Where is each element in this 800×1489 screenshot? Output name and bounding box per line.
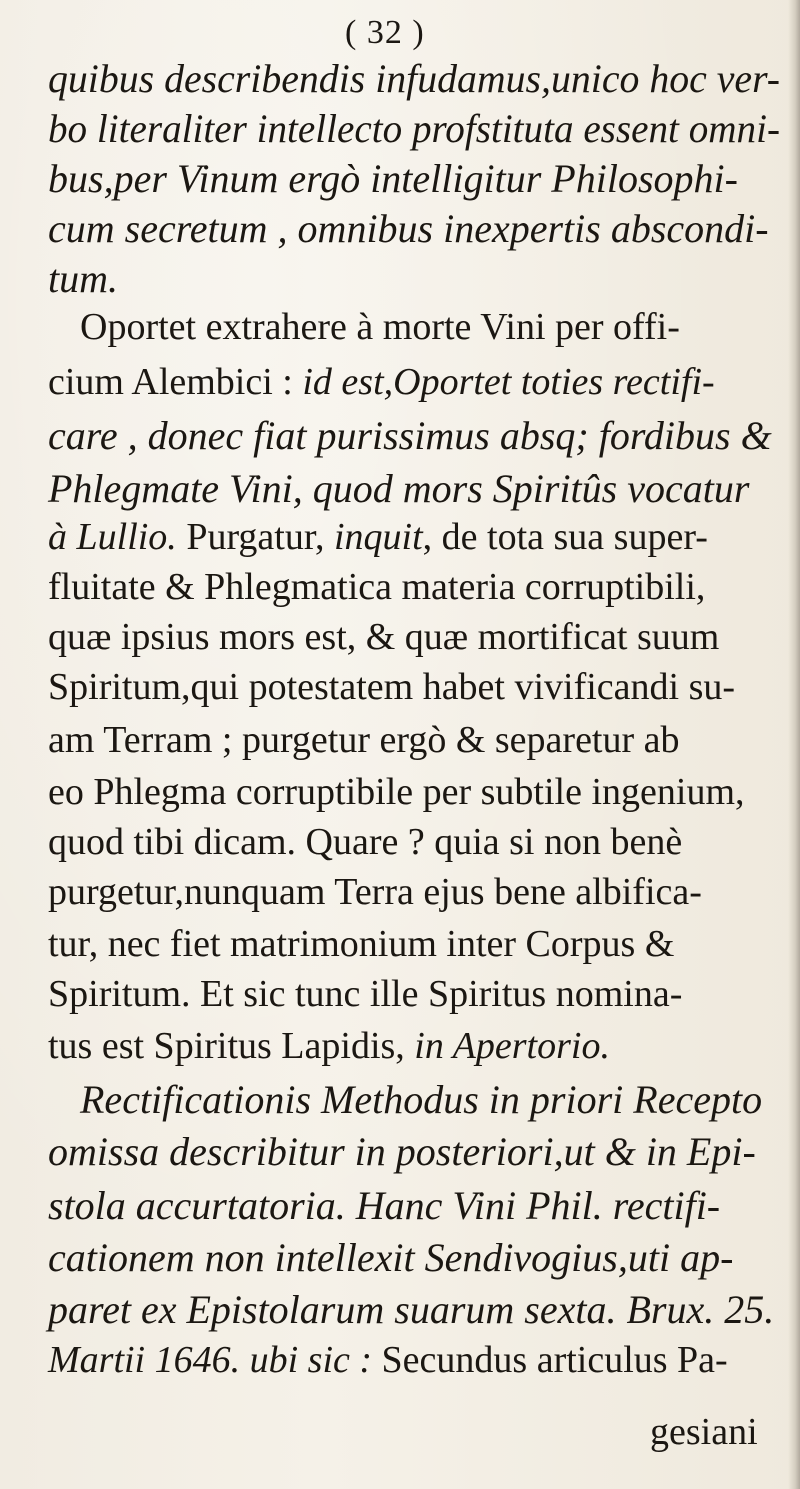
text-segment: Secundus articulus Pa- bbox=[381, 1339, 728, 1381]
text-line bbox=[48, 360, 715, 404]
text-line bbox=[48, 665, 735, 709]
text-line bbox=[48, 1234, 733, 1281]
text-line bbox=[80, 1076, 762, 1123]
text-segment: in Apertorio. bbox=[414, 1025, 610, 1067]
text-line bbox=[80, 305, 680, 349]
text-segment: tum. bbox=[48, 256, 118, 301]
text-segment: inquit bbox=[333, 516, 423, 558]
text-segment: Martii 1646. ubi sic : bbox=[48, 1339, 382, 1381]
text-segment: purgetur,nunquam Terra ejus bene albifica- bbox=[48, 871, 702, 913]
text-line bbox=[48, 105, 780, 152]
text-line bbox=[48, 515, 708, 559]
text-line bbox=[48, 972, 682, 1016]
text-line bbox=[48, 565, 705, 609]
text-line bbox=[48, 1286, 774, 1333]
text-segment: cum secretum , omnibus inexpertis abscondi- bbox=[48, 206, 769, 251]
catchword: gesiani bbox=[650, 1411, 758, 1453]
text-segment: quibus describendis infudamus,unico hoc ver- bbox=[48, 56, 781, 101]
page-edge-shadow bbox=[788, 0, 800, 1489]
text-line bbox=[48, 1182, 720, 1229]
text-segment: eo Phlegma corruptibile per subtile ingenium, bbox=[48, 771, 745, 813]
text-segment: am Terram ; purgetur ergò & separetur ab bbox=[48, 719, 680, 761]
text-segment: cium Alembici : bbox=[48, 361, 303, 403]
text-line bbox=[48, 1338, 728, 1382]
text-line bbox=[48, 870, 702, 914]
text-segment: Oportet extrahere à morte Vini per offi- bbox=[80, 306, 680, 348]
text-segment: , de tota sua super- bbox=[422, 516, 708, 558]
text-segment: quæ ipsius mors est, & quæ mortificat suum bbox=[48, 616, 720, 658]
text-segment: care , donec fiat purissimus absq; fordibus & bbox=[48, 413, 772, 458]
text-segment: Rectificationis Methodus in priori Recepto bbox=[80, 1077, 763, 1122]
text-segment: Purgatur, bbox=[186, 516, 334, 558]
text-line bbox=[48, 922, 674, 966]
text-segment: à Lullio. bbox=[48, 516, 187, 558]
text-segment: Spiritum,qui potestatem habet vivificandi su- bbox=[48, 666, 736, 708]
text-segment: bo literaliter intellecto profstituta essent omni- bbox=[48, 106, 780, 151]
text-line bbox=[48, 718, 680, 762]
text-segment: paret ex Epistolarum suarum sexta. Brux. 25. bbox=[48, 1287, 775, 1332]
text-segment: tur, nec fiet matrimonium inter Corpus & bbox=[48, 923, 675, 965]
text-line bbox=[48, 1024, 610, 1068]
text-line bbox=[48, 1128, 756, 1175]
text-segment: stola accurtatoria. Hanc Vini Phil. rectifi- bbox=[48, 1183, 721, 1228]
text-segment: fluitate & Phlegmatica materia corruptibili, bbox=[48, 566, 706, 608]
text-segment: Phlegmate Vini, quod mors Spiritûs vocatur bbox=[48, 466, 750, 511]
text-line bbox=[48, 55, 780, 102]
text-line bbox=[48, 465, 749, 512]
text-line bbox=[48, 770, 745, 814]
text-segment: cationem non intellexit Sendivogius,uti ap- bbox=[48, 1235, 734, 1280]
text-segment: bus,per Vinum ergò intelligitur Philosophi- bbox=[48, 156, 738, 201]
text-segment: omissa describitur in posteriori,ut & in Epi- bbox=[48, 1129, 756, 1174]
text-line bbox=[48, 155, 738, 202]
text-line bbox=[48, 412, 772, 459]
text-line bbox=[48, 820, 682, 864]
page-number: ( 32 ) bbox=[345, 14, 425, 51]
text-line bbox=[48, 205, 769, 252]
text-segment: quod tibi dicam. Quare ? quia si non benè bbox=[48, 821, 683, 863]
text-line bbox=[48, 255, 118, 302]
text-line bbox=[48, 615, 719, 659]
text-segment: Spiritum. Et sic tunc ille Spiritus nomina- bbox=[48, 973, 683, 1015]
text-segment: id est,Oportet toties rectifi- bbox=[302, 361, 715, 403]
text-segment: tus est Spiritus Lapidis, bbox=[48, 1025, 415, 1067]
